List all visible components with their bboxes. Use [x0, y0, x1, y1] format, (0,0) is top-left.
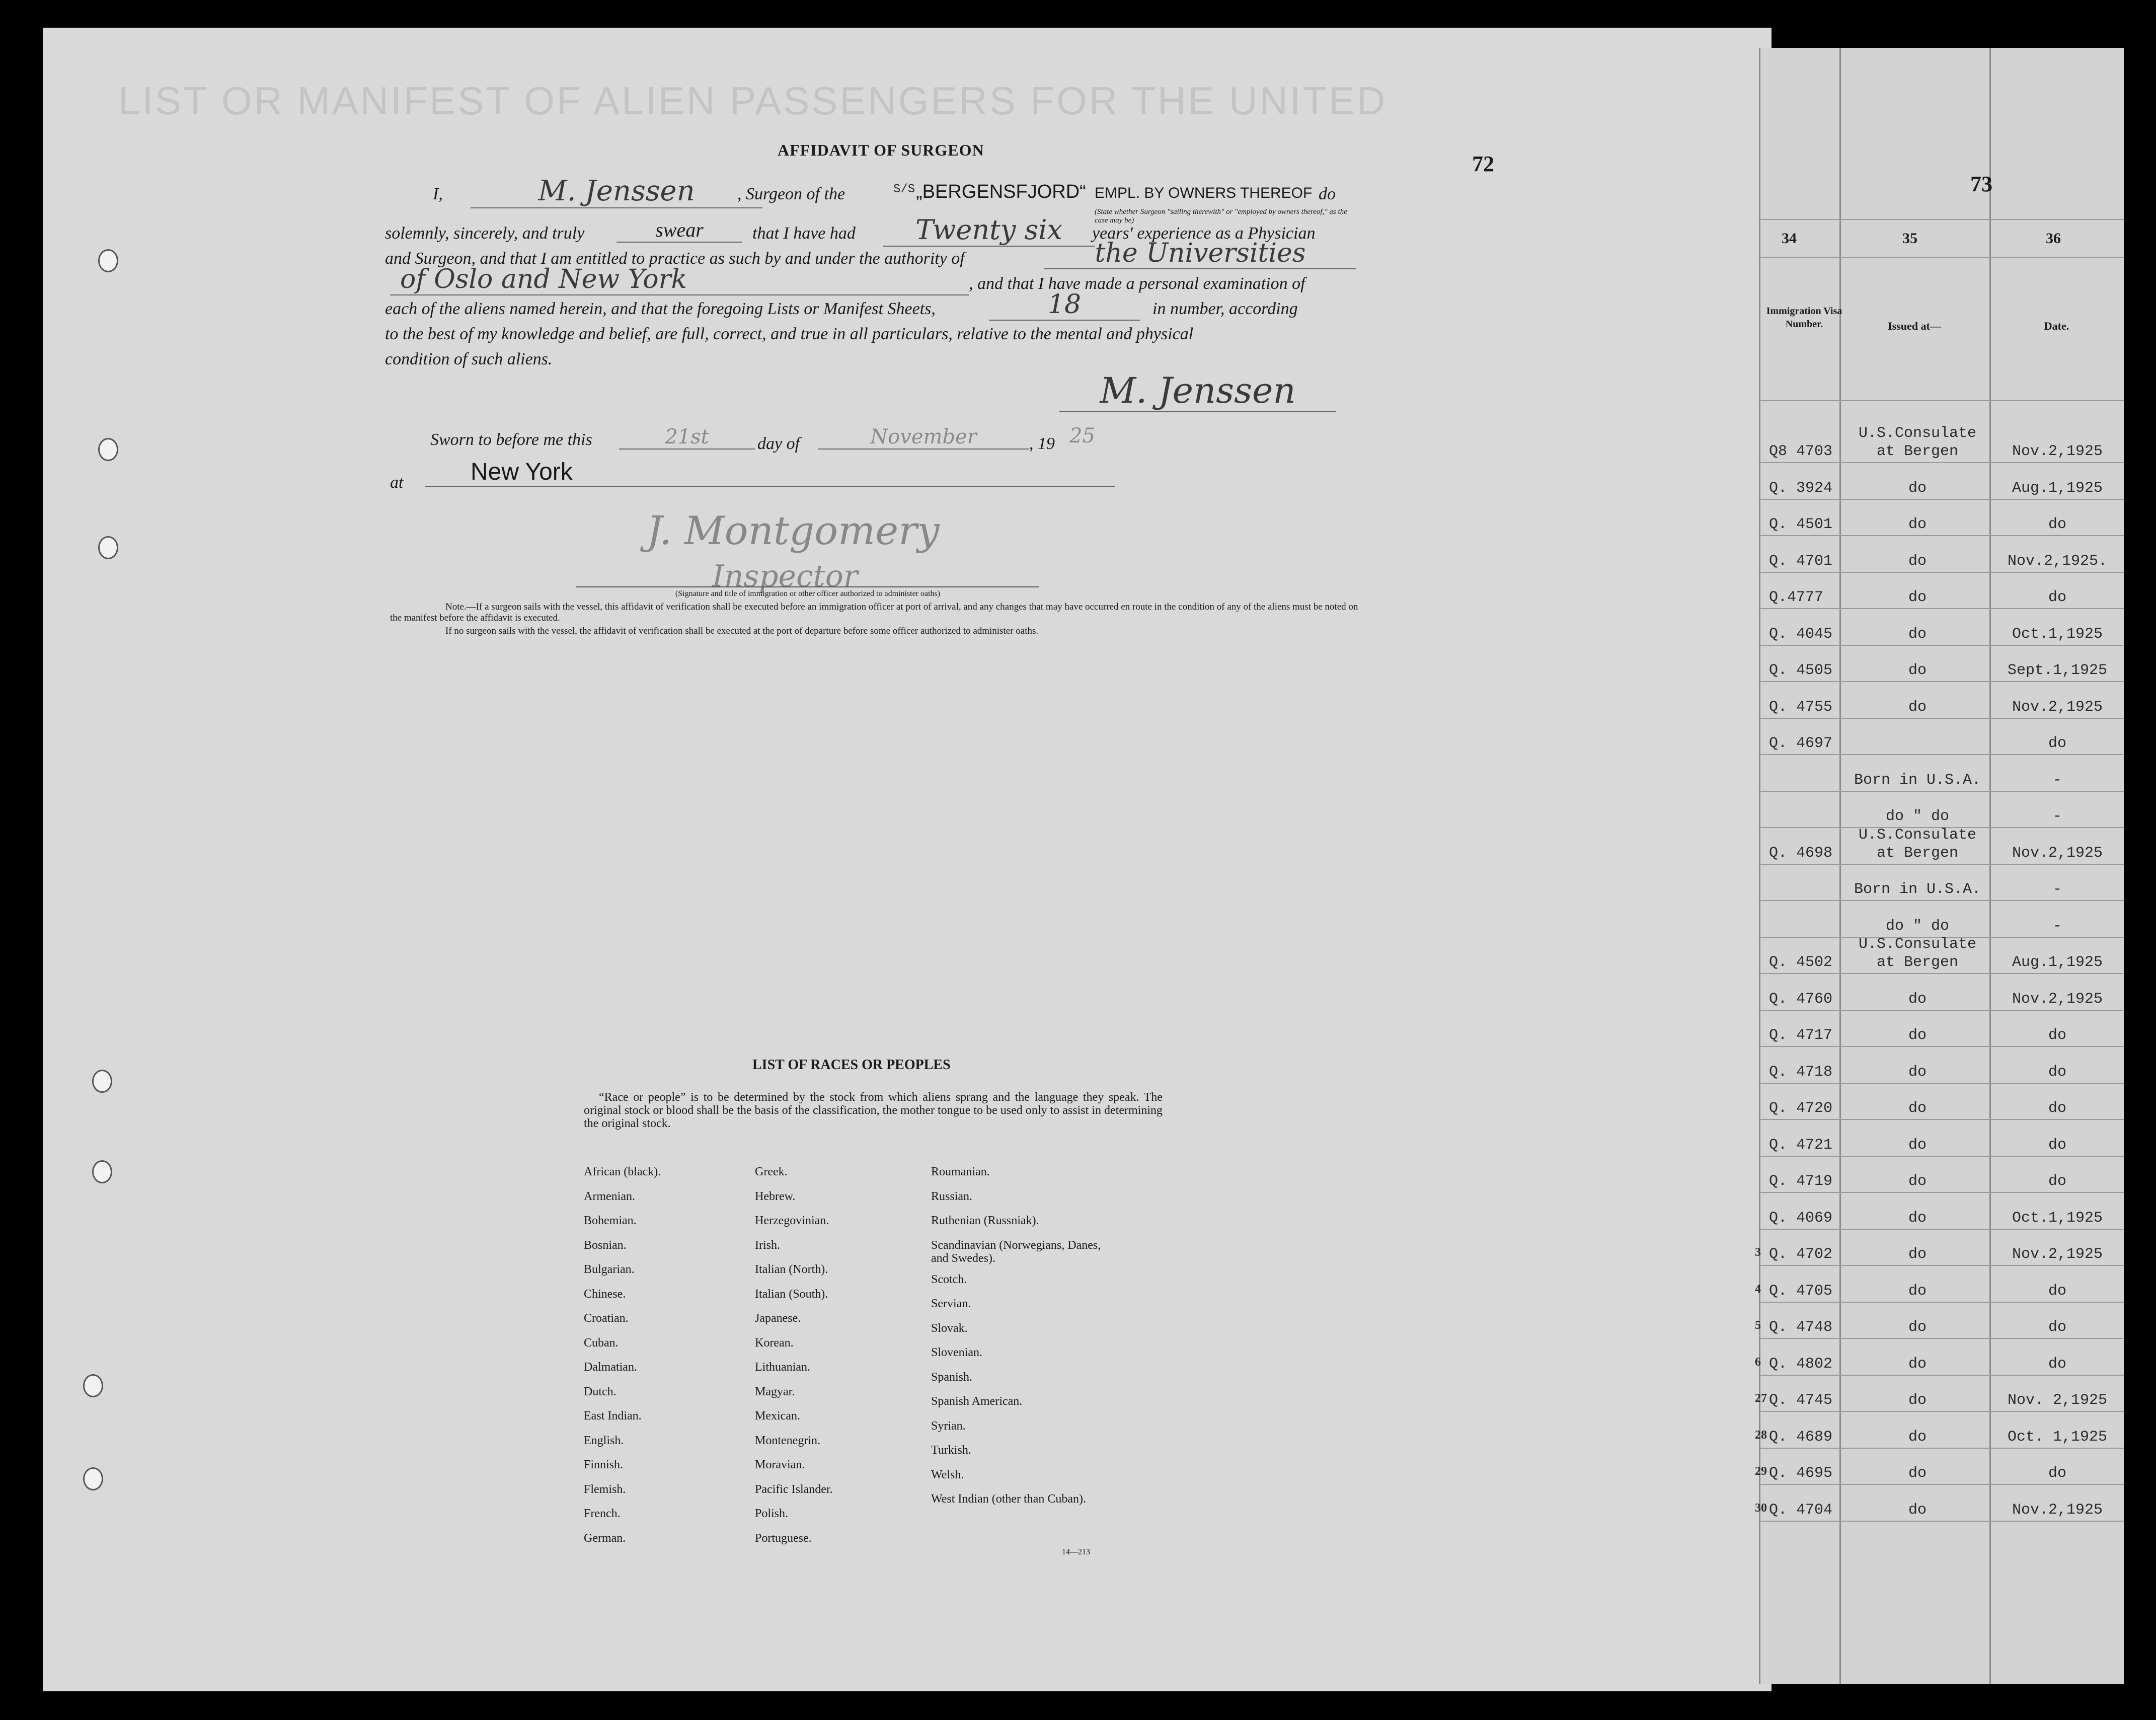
races-column-3	[931, 1165, 1117, 1527]
row-number: 28	[1755, 1428, 1767, 1442]
visa-date: -	[2052, 808, 2062, 825]
race-item: Russian.	[931, 1189, 973, 1203]
binder-hole	[92, 1070, 112, 1093]
race-item: Cuban.	[584, 1336, 619, 1350]
visa-number: Q. 4748	[1769, 1319, 1833, 1336]
visa-number: Q. 4760	[1769, 990, 1833, 1008]
race-item: French.	[584, 1507, 621, 1520]
row-number: 6	[1755, 1355, 1761, 1369]
authority-line-2: of Oslo and New York	[390, 264, 969, 295]
aff-l2-exp: years' experience as a Physician	[1092, 224, 1316, 243]
race-item: Montenegrin.	[755, 1434, 820, 1447]
visa-number: Q. 4705	[1769, 1282, 1833, 1300]
visa-date: Nov.2,1925	[2012, 1246, 2103, 1263]
race-item: Herzegovinian.	[755, 1214, 829, 1227]
officer-caption: (Signature and title of immigration or other officer authorized to administer oaths)	[576, 586, 1039, 599]
col-number-36: 36	[2046, 230, 2061, 247]
sworn-year: 25	[1069, 424, 1095, 447]
visa-number: Q. 4701	[1769, 552, 1833, 570]
surgeon-name: M. Jenssen	[471, 175, 762, 208]
binder-hole	[92, 1160, 112, 1183]
aff-l5-number: in number, according	[1152, 300, 1298, 318]
aff-l3-surgeon: and Surgeon, and that I am entitled to practice as such by and under the authority of	[385, 249, 965, 268]
aff-l1-ss: S/S	[893, 183, 915, 196]
page-number-72: 72	[1472, 152, 1494, 176]
issued-at-line-2: at Bergen	[1876, 844, 1959, 862]
visa-date: do	[2048, 1063, 2066, 1081]
visa-number: Q. 4702	[1769, 1246, 1833, 1263]
right-page	[1755, 48, 2124, 1684]
visa-date: do	[2048, 1136, 2066, 1154]
aff-l5-each: each of the aliens named herein, and that the foregoing Lists or Manifest Sheets,	[385, 300, 936, 318]
issued-at: U.S.Consulate	[1858, 425, 1977, 442]
visa-date: Nov. 2,1925	[2007, 1392, 2108, 1409]
aff-l1-i: I,	[433, 185, 443, 203]
sheet-count: 18	[989, 289, 1140, 321]
ship-name: „BERGENSFJORD“	[916, 181, 1086, 202]
issued-at: do	[1908, 625, 1927, 643]
row-number: 3	[1755, 1246, 1761, 1259]
visa-date: do	[2048, 1027, 2066, 1044]
visa-date: do	[2048, 1282, 2066, 1300]
race-item: Portuguese.	[755, 1531, 812, 1545]
issued-at: do " do	[1885, 808, 1950, 825]
race-item: Welsh.	[931, 1468, 964, 1481]
visa-number: Q. 4689	[1769, 1428, 1833, 1446]
visa-number: Q. 4717	[1769, 1027, 1833, 1044]
race-item: Greek.	[755, 1165, 788, 1178]
col-number-34: 34	[1782, 230, 1797, 247]
col-number-35: 35	[1902, 230, 1917, 247]
race-item: Slovenian.	[931, 1346, 982, 1359]
race-item: Scandinavian (Norwegians, Danes, and Swedes).	[931, 1238, 1101, 1265]
visa-date: Oct.1,1925	[2012, 625, 2103, 643]
race-item: West Indian (other than Cuban).	[931, 1492, 1086, 1506]
race-item: Mexican.	[755, 1409, 800, 1423]
race-item: Finnish.	[584, 1458, 624, 1471]
visa-number: Q. 4704	[1769, 1501, 1833, 1519]
faded-header: LIST OR MANIFEST OF ALIEN PASSENGERS FOR THE UNITED	[118, 79, 1388, 123]
header-date: Date.	[2044, 320, 2069, 332]
visa-number: Q. 4718	[1769, 1063, 1833, 1081]
header-visa-number: Immigration Visa Number.	[1766, 306, 1842, 330]
affidavit-title: AFFIDAVIT OF SURGEON	[778, 141, 984, 159]
oath-type: swear	[617, 218, 742, 243]
visa-number: Q. 4505	[1769, 662, 1833, 679]
row-number: 30	[1755, 1501, 1767, 1515]
issued-at: do	[1908, 1282, 1927, 1300]
issued-at: do	[1908, 990, 1927, 1008]
visa-date: do	[2048, 1465, 2066, 1482]
race-item: Ruthenian (Russniak).	[931, 1214, 1039, 1227]
visa-number: Q. 4695	[1769, 1465, 1833, 1482]
row-number: 27	[1755, 1392, 1767, 1405]
surgeon-signature: M. Jenssen	[1059, 370, 1336, 412]
issued-at: do	[1908, 1319, 1927, 1336]
visa-date: Aug.1,1925	[2012, 479, 2103, 497]
race-item: Bohemian.	[584, 1214, 637, 1227]
aff-l2-solemn: solemnly, sincerely, and truly	[385, 224, 585, 243]
aff-l1-note: (State whether Surgeon "sailing therewith" or "employed by owners thereof," as the case may be)	[1095, 208, 1347, 225]
form-number: 14—213	[1062, 1548, 1090, 1556]
visa-number: Q. 4719	[1769, 1173, 1833, 1190]
race-item: Slovak.	[931, 1321, 968, 1335]
aff-l4-made: , and that I have made a personal examination of	[969, 274, 1305, 293]
visa-date: -	[2052, 881, 2062, 898]
race-item: Korean.	[755, 1336, 794, 1350]
binder-hole	[98, 438, 118, 461]
note-1: Note.—If a surgeon sails with the vessel, this affidavit of verification shall be executed before an immigration officer at port of arrival, and any changes that may have occurred en route in the condition of any of the aliens must be noted on the manifest before the affidavit is executed.	[390, 602, 1358, 623]
issued-at: do	[1908, 1173, 1927, 1190]
races-intro: “Race or people” is to be determined by the stock from which aliens sprang and the language they speak. The original stock or blood shall be the basis of the classification, the mother tongue to be used only to assist in determining the original stock.	[584, 1091, 1163, 1130]
visa-date: Nov.2,1925	[2012, 844, 2103, 862]
race-item: Turkish.	[931, 1444, 971, 1457]
visa-number: Q. 4802	[1769, 1355, 1833, 1373]
issued-at: U.S.Consulate	[1858, 826, 1977, 844]
left-page	[43, 28, 1772, 1691]
visa-date: -	[2052, 917, 2062, 935]
race-item: Bulgarian.	[584, 1263, 635, 1276]
sworn-day: 21st	[619, 425, 755, 450]
surgeon-employment: EMPL. BY OWNERS THEREOF	[1095, 185, 1313, 201]
issued-at: do	[1908, 1100, 1927, 1117]
race-item: Syrian.	[931, 1419, 966, 1433]
visa-number: Q. 4697	[1769, 735, 1833, 752]
race-item: Polish.	[755, 1507, 789, 1520]
issued-at: do	[1908, 1428, 1927, 1446]
visa-date: Nov.2,1925	[2012, 990, 2103, 1008]
issued-at: U.S.Consulate	[1858, 936, 1977, 953]
visa-date: Nov.2,1925.	[2007, 552, 2108, 570]
note-2: If no surgeon sails with the vessel, the affidavit of verification shall be executed at the port of departure before some officer authorized to administer oaths.	[445, 626, 1039, 636]
aff-l6-best: to the best of my knowledge and belief, are full, correct, and true in all particulars, relative to the mental and physical	[385, 325, 1194, 343]
issued-at: do	[1908, 1501, 1927, 1519]
header-issued-at: Issued at—	[1888, 320, 1941, 332]
issued-at: do	[1908, 552, 1927, 570]
visa-date: do	[2048, 1100, 2066, 1117]
race-item: Irish.	[755, 1238, 780, 1252]
issued-at: do	[1908, 1136, 1927, 1154]
years-experience: Twenty six	[883, 214, 1095, 247]
visa-number: Q. 4720	[1769, 1100, 1833, 1117]
race-item: Servian.	[931, 1297, 971, 1310]
row-number: 29	[1755, 1465, 1767, 1478]
visa-number: Q. 4698	[1769, 844, 1833, 862]
races-column-2	[755, 1165, 921, 1556]
race-item: Spanish American.	[931, 1395, 1023, 1408]
race-item: Scotch.	[931, 1273, 967, 1286]
visa-date: do	[2048, 1173, 2066, 1190]
issued-at: do	[1908, 1392, 1927, 1409]
race-item: Magyar.	[755, 1385, 795, 1398]
visa-date: do	[2048, 1355, 2066, 1373]
visa-date: do	[2048, 735, 2066, 752]
visa-date: do	[2048, 516, 2066, 533]
row-number: 5	[1755, 1319, 1761, 1332]
race-item: Bosnian.	[584, 1238, 627, 1252]
aff-day-of: day of	[757, 434, 800, 453]
race-item: English.	[584, 1434, 624, 1447]
visa-date: Oct.1,1925	[2012, 1209, 2103, 1227]
race-item: Spanish.	[931, 1370, 973, 1384]
visa-number: Q. 4069	[1769, 1209, 1833, 1227]
sworn-month: November	[818, 425, 1029, 450]
visa-number: Q.4777	[1769, 589, 1824, 606]
visa-number: Q. 3924	[1769, 479, 1833, 497]
race-item: Lithuanian.	[755, 1361, 810, 1374]
issued-at: do	[1908, 1209, 1927, 1227]
visa-number: Q. 4501	[1769, 516, 1833, 533]
issued-at: do	[1908, 698, 1927, 716]
race-item: German.	[584, 1531, 626, 1545]
row-number: 4	[1755, 1282, 1761, 1296]
visa-number: Q. 4045	[1769, 625, 1833, 643]
race-item: Pacific Islander.	[755, 1482, 833, 1496]
issued-at: do	[1908, 1027, 1927, 1044]
officer-signature: J. Montgomery	[647, 508, 940, 554]
visa-date: do	[2048, 1319, 2066, 1336]
race-item: Roumanian.	[931, 1165, 990, 1178]
aff-sworn: Sworn to before me this	[430, 430, 592, 449]
visa-number: Q. 4755	[1769, 698, 1833, 716]
visa-date: Aug.1,1925	[2012, 954, 2103, 971]
issued-at: do	[1908, 1246, 1927, 1263]
race-item: Italian (South).	[755, 1287, 828, 1301]
visa-number: Q. 4502	[1769, 954, 1833, 971]
race-item: Hebrew.	[755, 1189, 796, 1203]
race-item: Croatian.	[584, 1312, 629, 1325]
issued-at: do	[1908, 662, 1927, 679]
binder-hole	[83, 1467, 103, 1490]
issued-at: do	[1908, 1465, 1927, 1482]
aff-l7-cond: condition of such aliens.	[385, 350, 553, 368]
aff-l1-surgeon-of: , Surgeon of the	[737, 185, 845, 203]
race-item: Dutch.	[584, 1385, 617, 1398]
visa-date: -	[2052, 771, 2062, 789]
issued-at-line-2: at Bergen	[1876, 443, 1959, 460]
authority-line-1: the Universities	[1044, 238, 1356, 269]
issued-at: do " do	[1885, 917, 1950, 935]
aff-l2-have-had: that I have had	[752, 224, 856, 243]
issued-at: do	[1908, 479, 1927, 497]
visa-number: Q. 4745	[1769, 1392, 1833, 1409]
race-item: Armenian.	[584, 1189, 635, 1203]
aff-at: at	[390, 473, 404, 492]
visa-number: Q. 4721	[1769, 1136, 1833, 1154]
issued-at: do	[1908, 516, 1927, 533]
race-item: African (black).	[584, 1165, 661, 1178]
visa-date: do	[2048, 589, 2066, 606]
issued-at: do	[1908, 1063, 1927, 1081]
race-item: Italian (North).	[755, 1263, 828, 1276]
visa-date: Nov.2,1925	[2012, 443, 2103, 460]
race-item: Japanese.	[755, 1312, 801, 1325]
race-item: Moravian.	[755, 1458, 805, 1471]
visa-date: Nov.2,1925	[2012, 698, 2103, 716]
race-item: Dalmatian.	[584, 1361, 637, 1374]
issued-at: Born in U.S.A.	[1854, 881, 1981, 898]
visa-date: Nov.2,1925	[2012, 1501, 2103, 1519]
binder-hole	[98, 536, 118, 559]
races-title: LIST OF RACES OR PEOPLES	[752, 1057, 951, 1073]
race-item: Chinese.	[584, 1287, 626, 1301]
race-item: East Indian.	[584, 1409, 642, 1423]
binder-hole	[98, 249, 118, 272]
binder-hole	[83, 1374, 103, 1397]
visa-date: Sept.1,1925	[2007, 662, 2108, 679]
aff-year-prefix: , 19	[1029, 434, 1055, 453]
issued-at-line-2: at Bergen	[1876, 954, 1959, 971]
visa-number: Q8 4703	[1769, 443, 1833, 460]
race-item: Flemish.	[584, 1482, 626, 1496]
visa-date: Oct. 1,1925	[2007, 1428, 2108, 1446]
issued-at: do	[1908, 589, 1927, 606]
page-number-73: 73	[1970, 172, 1992, 196]
aff-l1-do: do	[1319, 185, 1336, 203]
sworn-place: New York	[425, 458, 1115, 487]
officer-title: Inspector	[712, 559, 858, 594]
races-column-1	[584, 1165, 750, 1556]
issued-at: Born in U.S.A.	[1854, 771, 1981, 789]
issued-at: do	[1908, 1355, 1927, 1373]
